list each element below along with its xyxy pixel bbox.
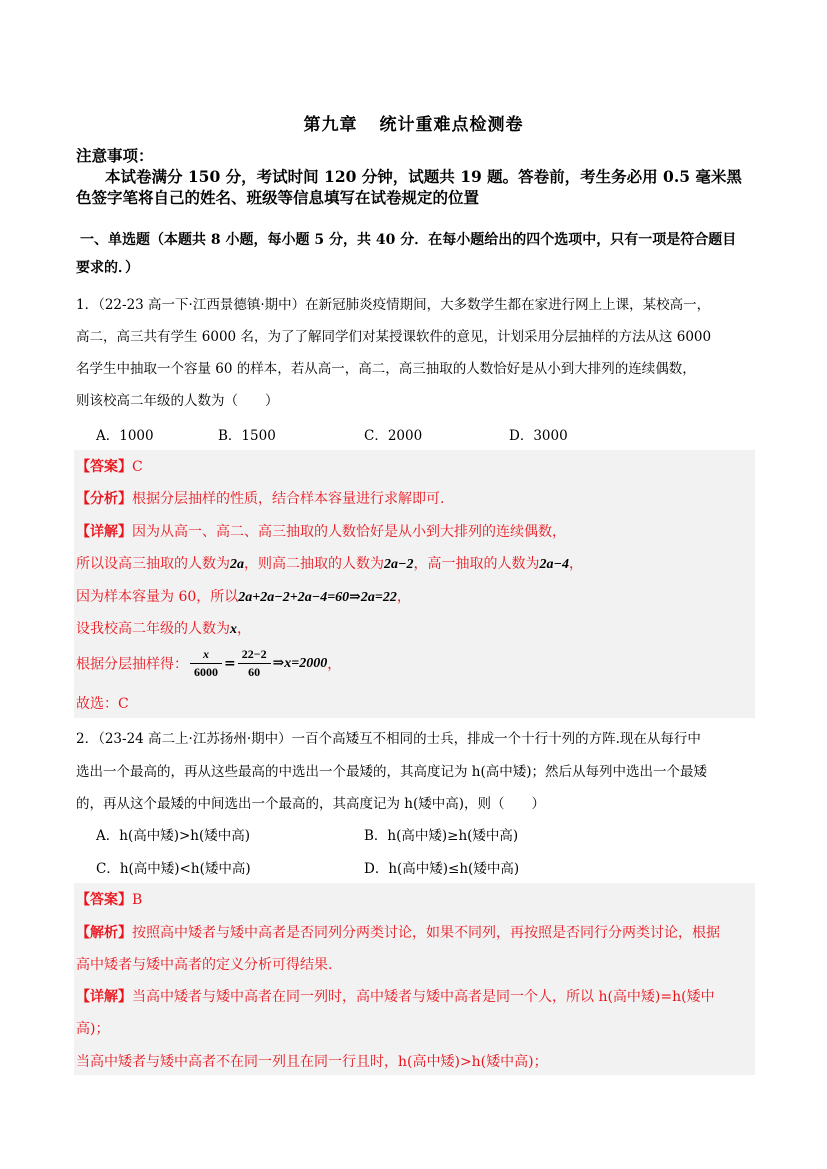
q1-answer-tag: 【答案】	[76, 459, 132, 475]
q1-formula-2a-minus-4: 2a−4	[539, 557, 569, 572]
q2-analysis-2: 高中矮者与矮中高者的定义分析可得结果.	[76, 957, 333, 973]
q2-detail-1-text: 当高中矮者与矮中高者在同一列时，高中矮者与矮中高者是同一个人，所以 h(高中矮)=h(矮中	[132, 989, 715, 1005]
q1-detail-2-text-a: 所以设高三抽取的人数为	[76, 556, 230, 572]
q2-option-c: C．h(高中矮)<h(矮中高)	[96, 861, 251, 877]
q2-detail-1	[76, 986, 715, 1006]
paper-name: 统计重难点检测卷	[379, 115, 524, 135]
notice-line-2: 色签字笔将自己的姓名、班级等信息填写在试卷规定的位置	[76, 188, 480, 207]
q1-analysis-tag: 【分析】	[76, 491, 132, 507]
section-heading-1: 一、单选题（本题共 8 小题，每小题 5 分，共 40 分．在每小题给出的四个选项中，只有一项是符合题目	[80, 232, 737, 248]
q1-detail-2	[76, 553, 583, 573]
q1-detail-3-text-a: 因为样本容量为 60，所以	[76, 589, 239, 605]
q1-detail-3	[76, 586, 411, 606]
q2-solution-block	[74, 883, 755, 1075]
q1-formula-sum: 2a+2a−2+2a−4=60⇒2a=22	[238, 590, 397, 605]
section-heading-2: 要求的．）	[76, 260, 139, 276]
q1-detail-3-text-b: ，	[396, 589, 411, 605]
q1-detail-4-text-b: ，	[237, 621, 251, 637]
q1-equals-sign: =	[224, 655, 236, 672]
chapter-label: 第九章	[303, 115, 358, 135]
q1-detail-2-text-c: ，高一抽取的人数为	[413, 556, 540, 572]
q1-detail-2-text-b: ，则高二抽取的人数为	[244, 556, 384, 572]
q1-detail-tag: 【详解】	[76, 524, 132, 540]
q1-option-b: B．1500	[218, 428, 276, 444]
q1-detail-2-text-d: ，	[568, 556, 583, 572]
q1-option-a: A．1000	[96, 428, 154, 444]
q1-formula-2a-minus-2: 2a−2	[384, 557, 414, 572]
q1-fraction-1-numerator: x	[190, 646, 222, 664]
q1-line-2: 高二，高三共有学生 6000 名，为了了解同学们对某授课软件的意见，计划采用分层抽样的方法从这 6000	[76, 329, 712, 345]
page-title	[0, 110, 827, 135]
q2-option-d: D．h(高中矮)≤h(矮中高)	[364, 861, 520, 877]
q1-formula-2a: 2a	[230, 557, 244, 572]
q1-fraction-1-denominator: 6000	[194, 665, 218, 679]
q1-line-3: 名学生中抽取一个容量 60 的样本，若从高一，高二，高三抽取的人数恰好是从小到大排列的连续偶数，	[76, 361, 696, 377]
q2-analysis-1-text: 按照高中矮者与矮中高者是否同列分两类讨论，如果不同列，再按照是否同行分两类讨论，根据	[132, 925, 720, 941]
q2-line-3: 的，再从这个最矮的中间选出一个最高的，其高度记为 h(矮中高)，则（ ）	[76, 796, 546, 812]
q1-conclusion: 故选：C	[76, 696, 129, 712]
q1-line-1: 1．（22-23 高一下·江西景德镇·期中）在新冠肺炎疫情期间，大多数学生都在家进行网上上课，某校高一，	[76, 297, 711, 313]
q1-detail-4-text-a: 设我校高二年级的人数为	[76, 621, 230, 637]
q1-formula-x: x	[230, 622, 237, 637]
q2-option-b: B．h(高中矮)≥h(矮中高)	[364, 828, 519, 844]
q1-analysis	[76, 488, 444, 508]
q2-answer	[76, 889, 142, 909]
q2-answer-tag: 【答案】	[76, 892, 132, 908]
q2-analysis-1	[76, 922, 720, 942]
q2-analysis-tag: 【解析】	[76, 925, 132, 941]
q1-detail-1-text: 因为从高一、高二、高三抽取的人数恰好是从小到大排列的连续偶数，	[132, 524, 566, 540]
q1-fraction-2-denominator: 60	[248, 665, 261, 679]
notice-title: 注意事项：	[76, 146, 154, 165]
q1-option-d: D．3000	[509, 428, 568, 444]
q1-detail-1	[76, 521, 566, 541]
q1-detail-5-text-b: ，	[327, 656, 342, 673]
q1-line-4: 则该校高二年级的人数为（ ）	[76, 393, 279, 409]
q2-detail-2: 高)；	[76, 1021, 110, 1037]
q1-fraction-20-over-60	[238, 646, 271, 681]
q2-detail-3: 当高中矮者与矮中高者不在同一列且在同一行且时，h(高中矮)>h(矮中高)；	[76, 1054, 548, 1070]
q2-answer-value: B	[132, 892, 143, 908]
q1-fraction-2-numerator: 22−2	[238, 646, 271, 664]
q1-detail-4	[76, 618, 251, 638]
q1-detail-5	[76, 646, 341, 681]
q1-answer-value: C	[132, 459, 143, 475]
notice-line-1: 本试卷满分 150 分，考试时间 120 分钟，试题共 19 题。答卷前，考生务必用 0.5 毫米黑	[105, 167, 742, 186]
q1-answer	[76, 456, 143, 476]
q1-detail-5-text-a: 根据分层抽样得：	[76, 656, 188, 673]
q1-fraction-x-over-6000	[190, 646, 222, 681]
q2-option-a: A．h(高中矮)>h(矮中高)	[96, 828, 251, 844]
q1-option-c: C．2000	[364, 428, 423, 444]
q2-line-2: 选出一个最高的，再从这些最高的中选出一个最矮的，其高度记为 h(高中矮)；然后从每列中选出一个最矮	[76, 764, 708, 780]
q1-formula-result: ⇒x=2000	[272, 656, 328, 671]
q2-line-1: 2．（23-24 高二上·江苏扬州·期中）一百个高矮互不相同的士兵，排成一个十行十列的方阵.现在从每行中	[76, 731, 701, 747]
q1-analysis-text: 根据分层抽样的性质，结合样本容量进行求解即可.	[132, 491, 445, 507]
q2-detail-tag: 【详解】	[76, 989, 132, 1005]
